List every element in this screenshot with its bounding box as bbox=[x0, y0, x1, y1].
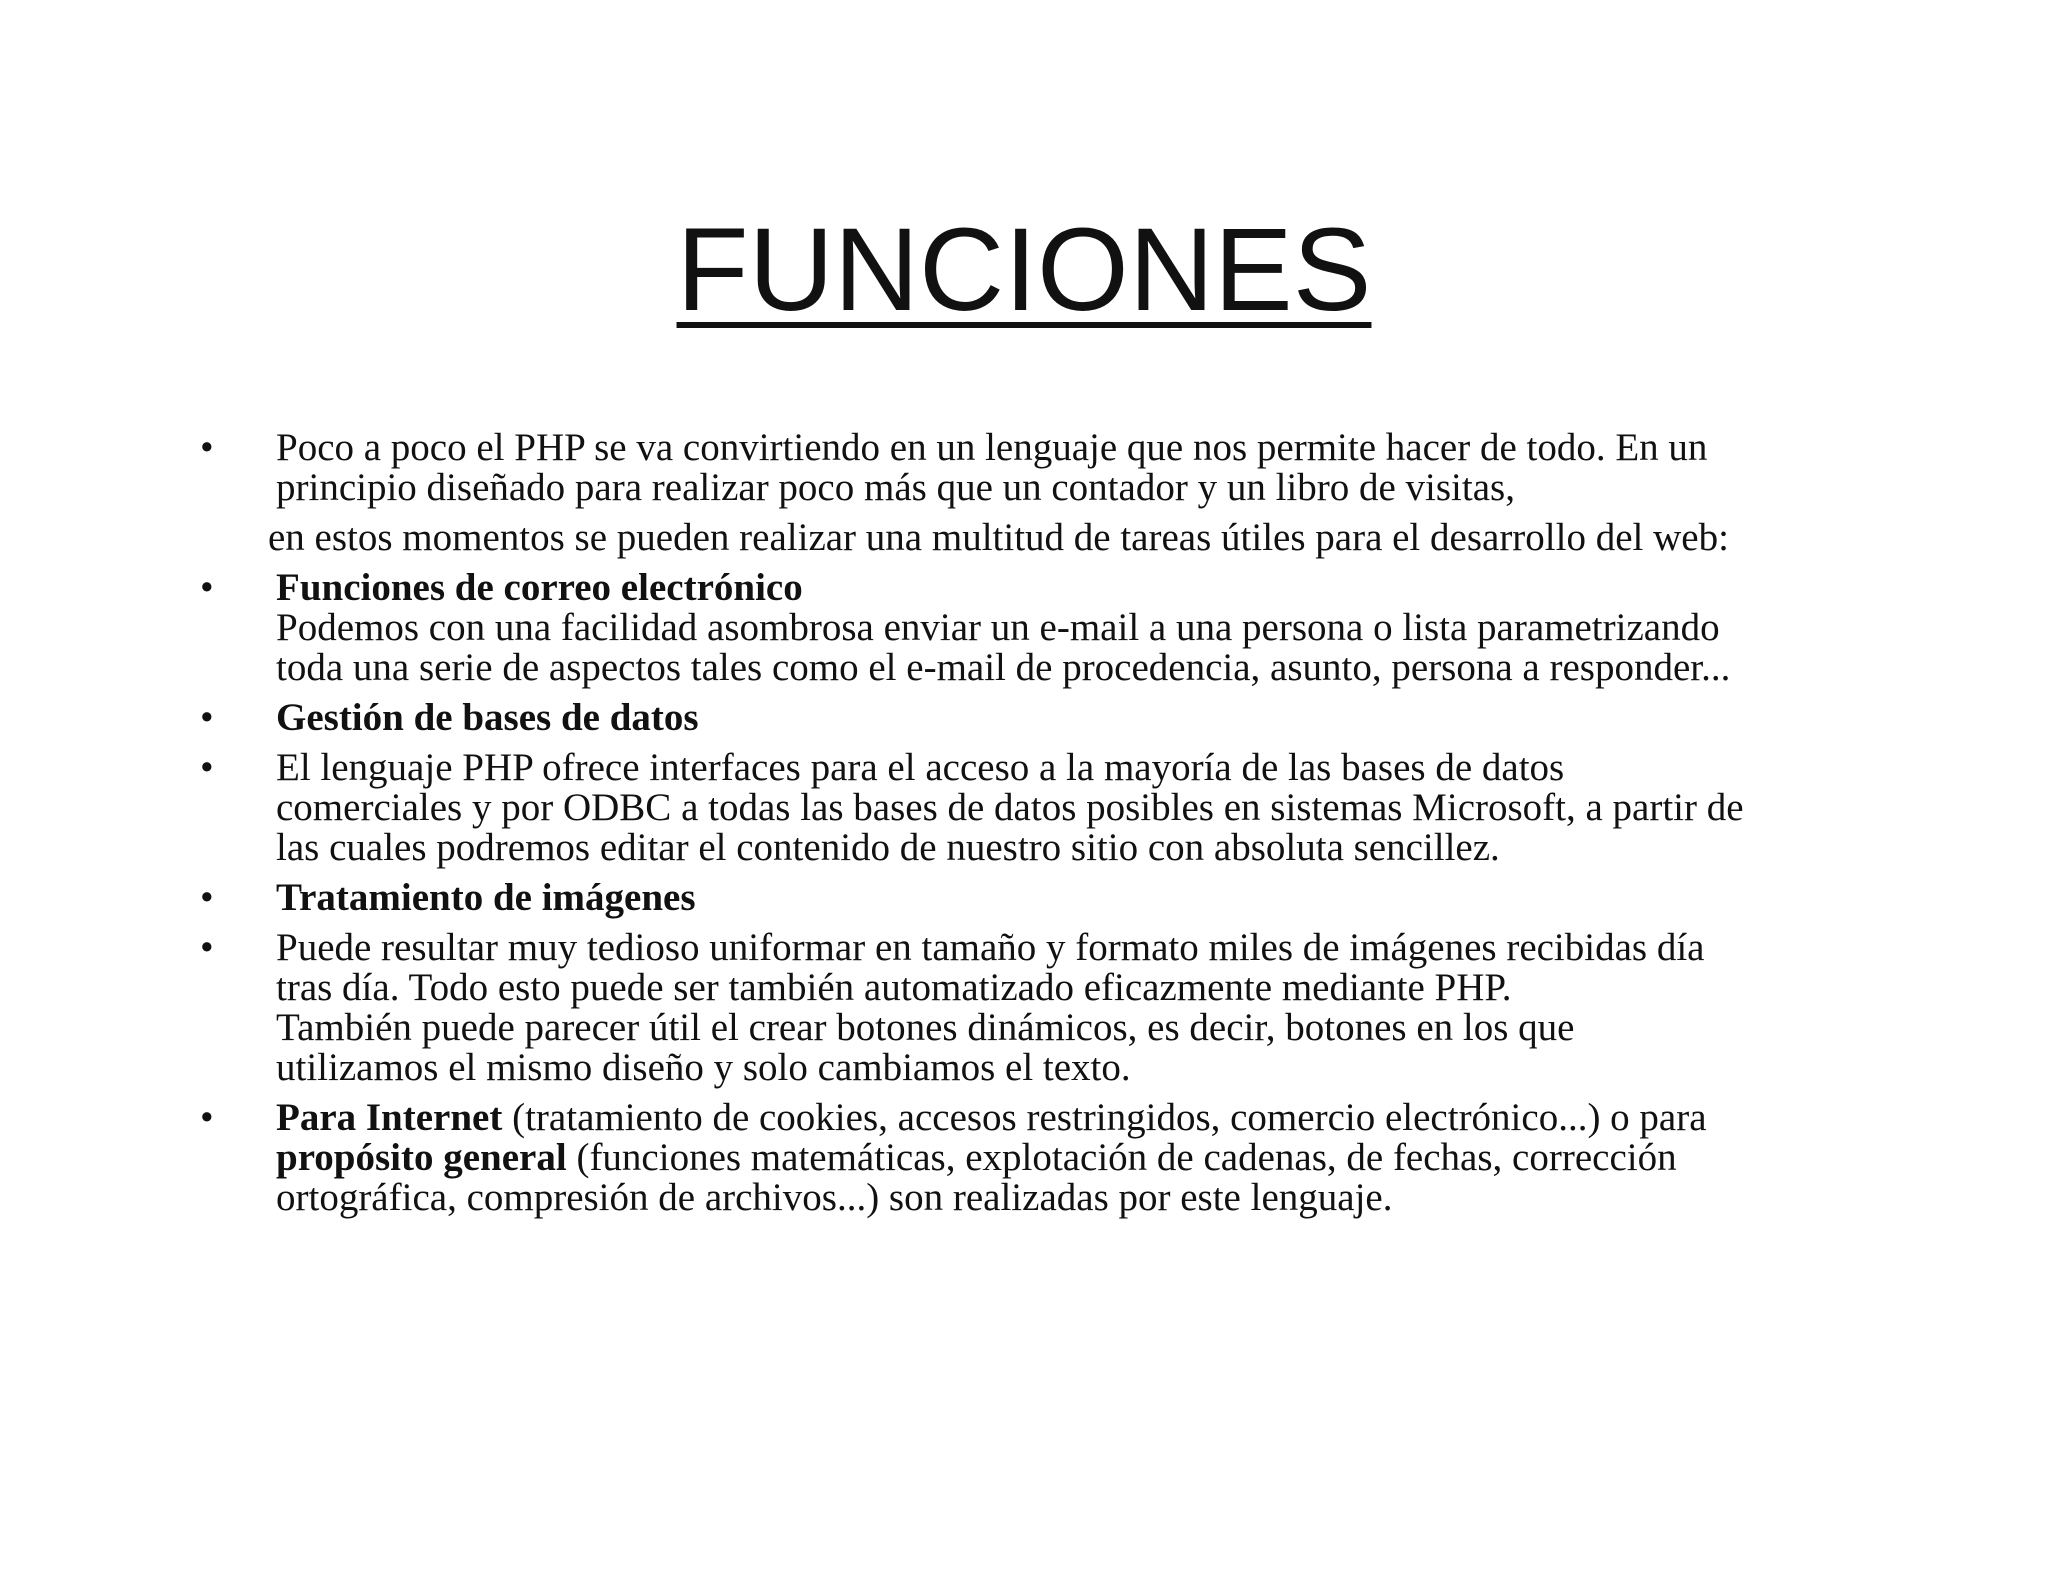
item-line: las cuales podremos editar el contenido de nuestro sitio con absoluta sencillez. bbox=[276, 826, 1500, 869]
bullet-list bbox=[200, 428, 1900, 1228]
bullet-icon: • bbox=[200, 426, 214, 469]
bold-phrase: propósito general bbox=[276, 1136, 567, 1179]
item-line: tras día. Todo esto puede ser también automatizado eficazmente mediante PHP. bbox=[276, 966, 1512, 1009]
item-line: toda una serie de aspectos tales como el e-mail de procedencia, asunto, persona a responder... bbox=[276, 646, 1731, 689]
item-line: utilizamos el mismo diseño y solo cambiamos el texto. bbox=[276, 1046, 1131, 1089]
item-text: (funciones matemáticas, explotación de cadenas, de fechas, corrección bbox=[566, 1136, 1677, 1179]
page-title: FUNCIONES bbox=[676, 204, 1372, 336]
list-item bbox=[200, 1098, 1900, 1218]
list-item bbox=[200, 568, 1900, 688]
item-line: El lenguaje PHP ofrece interfaces para el acceso a la mayoría de las bases de datos bbox=[276, 746, 1565, 789]
item-line: También puede parecer útil el crear botones dinámicos, es decir, botones en los que bbox=[276, 1006, 1575, 1049]
bullet-icon: • bbox=[200, 566, 214, 609]
bullet-icon: • bbox=[200, 926, 214, 969]
list-item bbox=[200, 698, 1900, 738]
bullet-icon: • bbox=[200, 696, 214, 739]
item-line: Poco a poco el PHP se va convirtiendo en un lenguaje que nos permite hacer de todo. En un bbox=[276, 426, 1708, 469]
item-line: comerciales y por ODBC a todas las bases de datos posibles en sistemas Microsoft, a partir de bbox=[276, 786, 1744, 829]
item-heading: Gestión de bases de datos bbox=[276, 696, 699, 739]
item-line bbox=[276, 1138, 1900, 1178]
bullet-icon: • bbox=[200, 746, 214, 789]
list-item bbox=[200, 928, 1900, 1088]
list-item bbox=[200, 748, 1900, 868]
item-line: principio diseñado para realizar poco más que un contador y un libro de visitas, bbox=[276, 466, 1515, 509]
item-heading: Funciones de correo electrónico bbox=[276, 566, 803, 609]
item-heading: Tratamiento de imágenes bbox=[276, 876, 696, 919]
item-line: Podemos con una facilidad asombrosa enviar un e-mail a una persona o lista parametrizando bbox=[276, 606, 1720, 649]
list-item bbox=[200, 878, 1900, 918]
item-text: (tratamiento de cookies, accesos restringidos, comercio electrónico...) o para bbox=[502, 1096, 1707, 1139]
bold-phrase: Para Internet bbox=[276, 1096, 503, 1139]
bullet-icon: • bbox=[200, 1096, 214, 1139]
item-line: Puede resultar muy tedioso uniformar en tamaño y formato miles de imágenes recibidas día bbox=[276, 926, 1705, 969]
item-line bbox=[276, 1098, 1900, 1138]
item-line: ortográfica, compresión de archivos...) son realizadas por este lenguaje. bbox=[276, 1176, 1393, 1219]
list-item bbox=[200, 428, 1900, 508]
bullet-icon: • bbox=[200, 876, 214, 919]
continuation-line: en estos momentos se pueden realizar una multitud de tareas útiles para el desarrollo del web: bbox=[268, 516, 1729, 559]
